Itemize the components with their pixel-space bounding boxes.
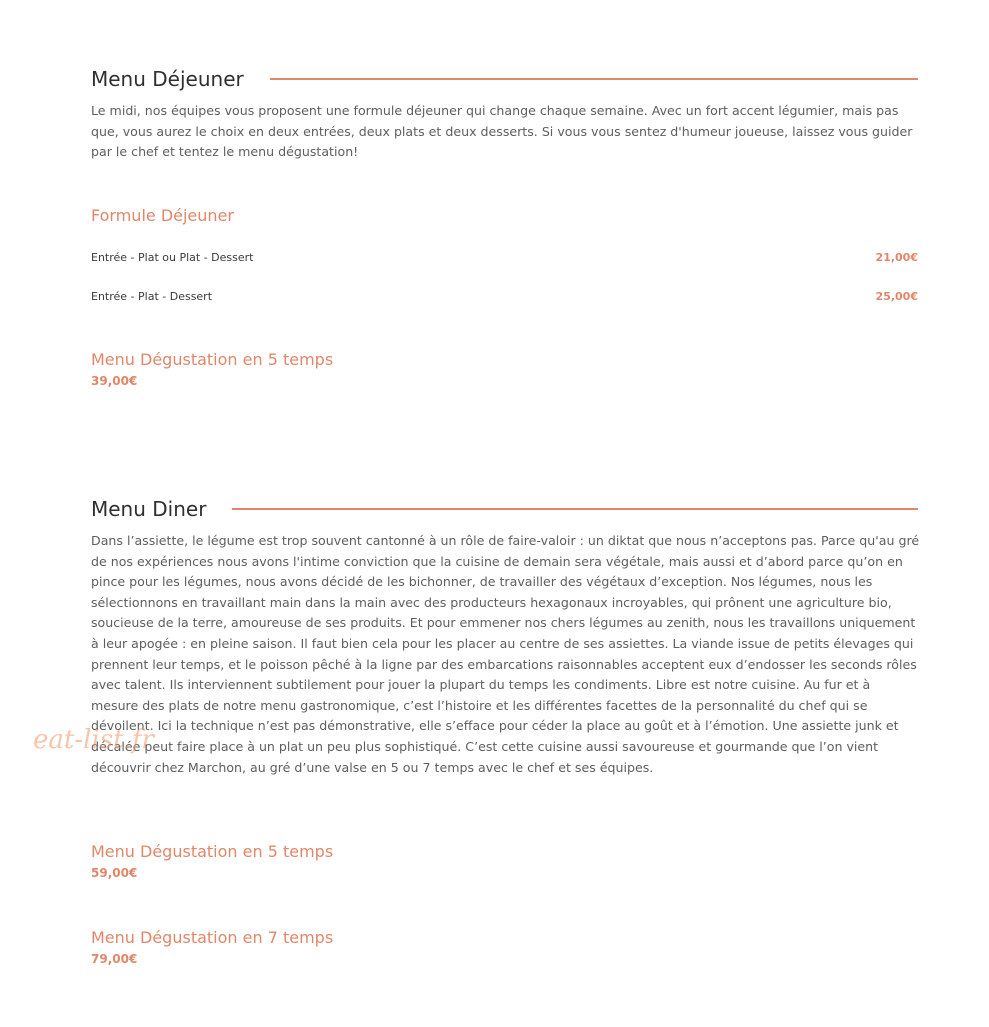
lunch-intro-text: Le midi, nos équipes vous proposent une formule déjeuner qui change chaque semaine. Avec un fort accent légumier, mais pas que, vous aurez le choix en deux entrées, deux plats et deux desserts. Si vous vous sentez d'humeur joueuse, laissez vous guider par le chef et tentez le menu dégustation!	[91, 103, 913, 160]
lunch-formula-row	[91, 290, 918, 303]
dinner-intro-text: Dans l’assiette, le légume est trop souvent cantonné à un rôle de faire-valoir : un diktat que nous n’acceptons pas. Parce qu'au gré de nos expériences nous avons l'intime conviction que la cuisine de demain sera végétale, mais aussi et d’abord parce qu’on en pince pour les légumes, nous avons décidé de les bichonner, de travailler des végétaux d’exception. Nos légumes, nous les sélectionnons en travaillant main dans la main avec des producteurs hexagonaux incroyables, qui prônent une agriculture bio, soucieuse de la terre, amoureuse de ses produits. Et pour emmener nos chers légumes au zenith, nous les travaillons uniquement à leur apogée : en pleine saison. Il faut bien cela pour les placer au centre de ses assiettes. La viande issue de petits élevages qui prennent leur temps, et le poisson pêché à la ligne par des embarcations raisonnables acceptent eux d’endosser les seconds rôles avec talent. Ils interviennent subtilement pour jouer la plupart du temps les condiments. Libre est notre cuisine. Au fur et à mesure des plats de notre menu gastronomique, c’est l’histoire et les différentes facettes de la personnalité du chef qui se dévoilent. Ici la technique n’est pas démonstrative, elle s’efface pour céder la place au goût et à l’émotion. Une assiette junk et décalée peut faire place à un plat un peu plus sophistiqué. C’est cette cuisine aussi savoureuse et gourmande que l’on vient découvrir chez Marchon, au gré d’une valse en 5 ou 7 temps avec le chef et ses équipes.	[91, 533, 920, 775]
formula-item-price: 25,00€	[875, 290, 918, 303]
lunch-formula-row	[91, 251, 918, 264]
lunch-formula-title: Formule Déjeuner	[91, 206, 234, 225]
watermark-logo: eat-list.fr	[33, 725, 154, 755]
lunch-section-header	[91, 67, 918, 91]
lunch-tasting-price: 39,00€	[91, 374, 138, 388]
dinner-section-header	[91, 497, 918, 521]
formula-item-price: 21,00€	[875, 251, 918, 264]
formula-item-label: Entrée - Plat ou Plat - Dessert	[91, 251, 254, 264]
dinner-menu-price: 59,00€	[91, 866, 138, 880]
lunch-section-title: Menu Déjeuner	[91, 67, 244, 91]
dinner-menu-title: Menu Dégustation en 7 temps	[91, 928, 334, 947]
dinner-menu-title: Menu Dégustation en 5 temps	[91, 842, 334, 861]
dinner-section-divider	[232, 508, 918, 510]
dinner-section-title: Menu Diner	[91, 497, 207, 521]
dinner-menu-price: 79,00€	[91, 952, 138, 966]
lunch-tasting-title: Menu Dégustation en 5 temps	[91, 350, 334, 369]
lunch-section-divider	[270, 78, 918, 80]
formula-item-label: Entrée - Plat - Dessert	[91, 290, 213, 303]
